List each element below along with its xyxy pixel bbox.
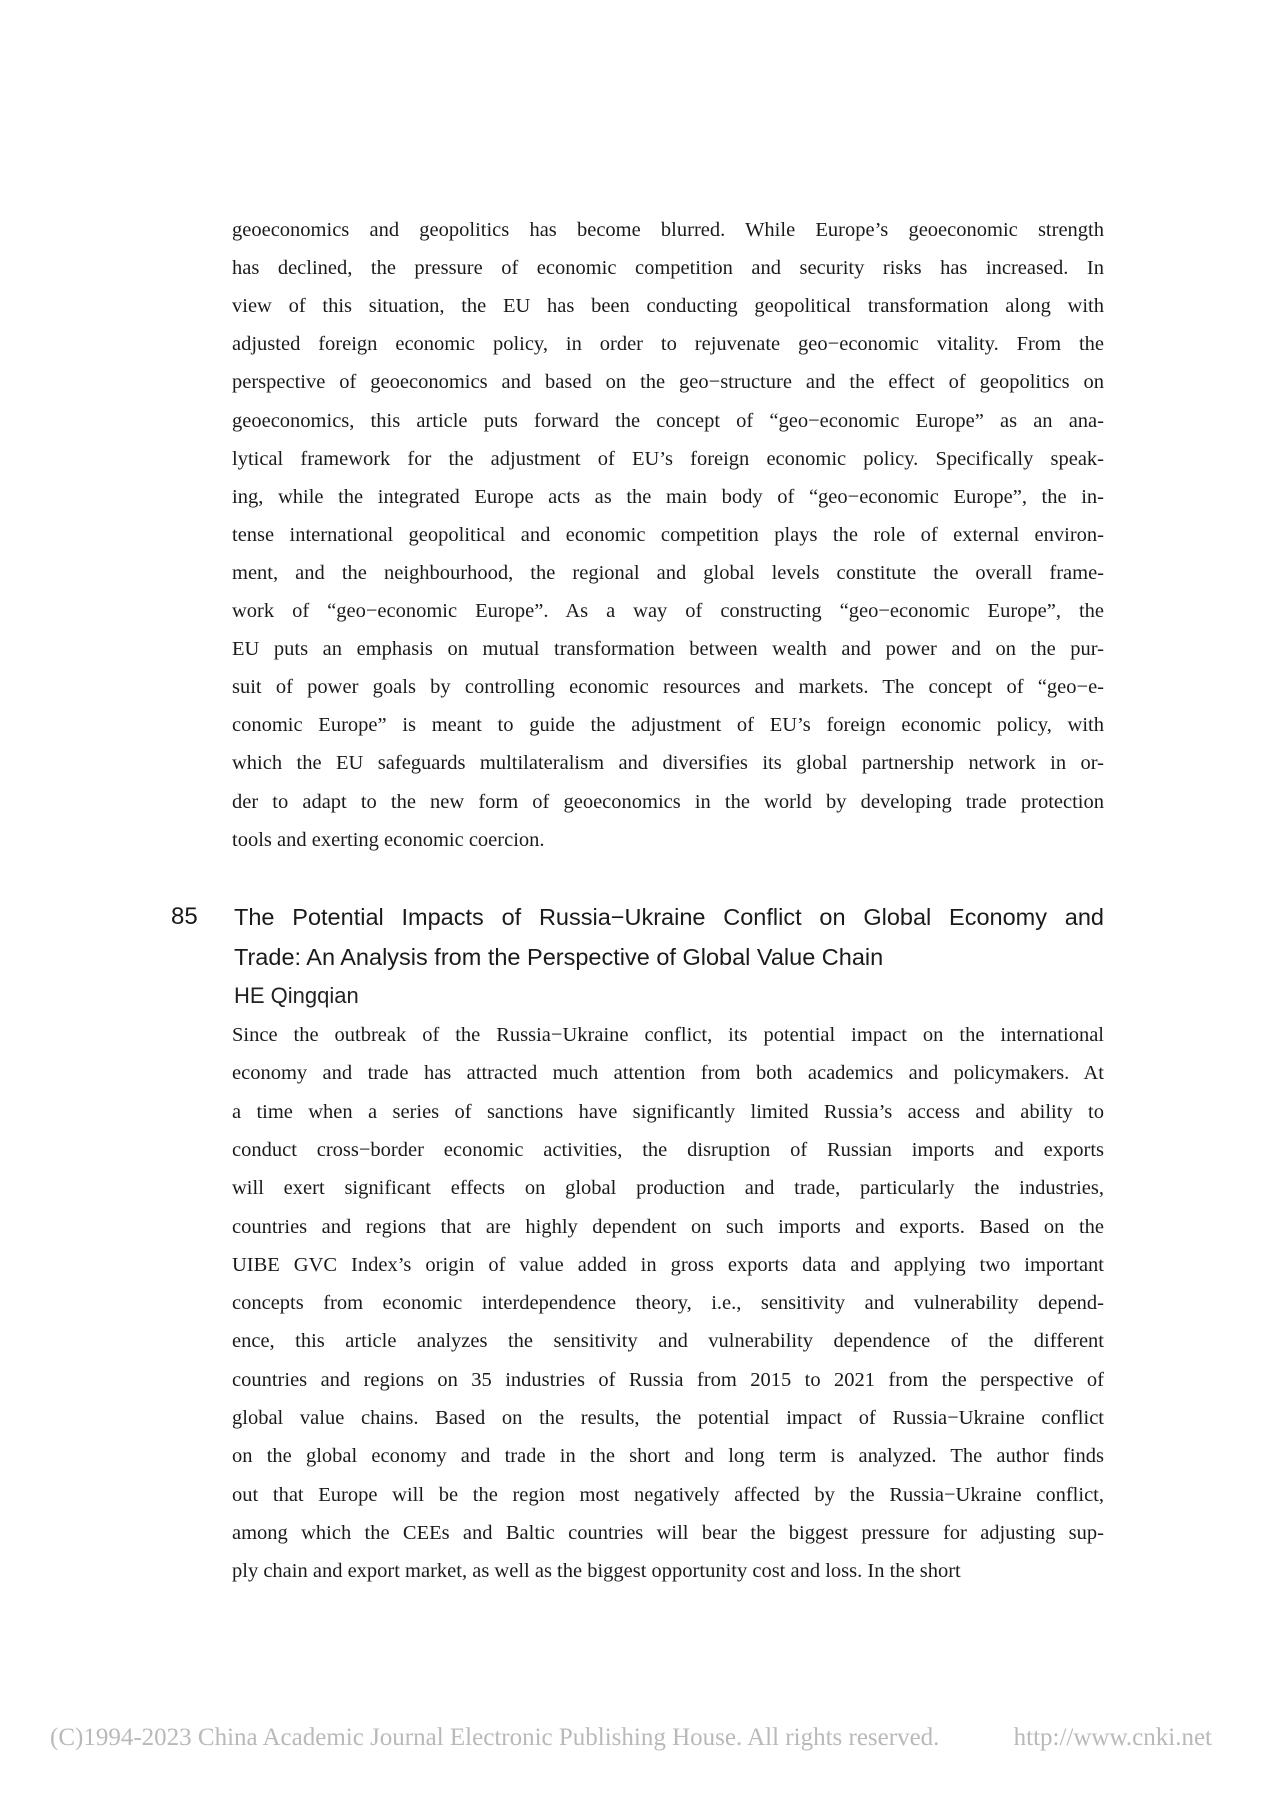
article-title-line-2: Trade: An Analysis from the Perspective of Global Value Chain — [234, 944, 884, 970]
abstract-line: among which the CEEs and Baltic countries will bear the biggest pressure for adjusting sup- — [232, 1521, 1104, 1544]
previous-abstract-line: perspective of geoeconomics and based on the geo−structure and the effect of geopolitics on — [232, 371, 1104, 394]
previous-abstract-line: geoeconomics, this article puts forward the concept of “geo−economic Europe” as an ana- — [232, 409, 1104, 432]
previous-abstract-line: EU puts an emphasis on mutual transformation between wealth and power and on the pur- — [232, 638, 1104, 661]
abstract-line: a time when a series of sanctions have significantly limited Russia’s access and ability to — [232, 1100, 1104, 1123]
abstract-line: conduct cross−border economic activities, the disruption of Russian imports and exports — [232, 1138, 1104, 1161]
previous-abstract-line: conomic Europe” is meant to guide the adjustment of EU’s foreign economic policy, with — [232, 714, 1104, 737]
article-author: HE Qingqian — [234, 983, 359, 1008]
article-title-line-1: The Potential Impacts of Russia−Ukraine Conflict on Global Economy and — [234, 904, 1104, 930]
abstract-line: countries and regions that are highly dependent on such imports and exports. Based on the — [232, 1215, 1104, 1238]
abstract-line: countries and regions on 35 industries of Russia from 2015 to 2021 from the perspective of — [232, 1368, 1104, 1391]
abstract-line: economy and trade has attracted much attention from both academics and policymakers. At — [232, 1062, 1104, 1085]
abstract-line: will exert significant effects on global production and trade, particularly the industries, — [232, 1177, 1104, 1200]
previous-abstract-line: lytical framework for the adjustment of EU’s foreign economic policy. Specifically speak- — [232, 447, 1104, 470]
abstract-line: Since the outbreak of the Russia−Ukraine conflict, its potential impact on the international — [232, 1024, 1104, 1046]
previous-abstract-line: geoeconomics and geopolitics has become blurred. While Europe’s geoeconomic strength — [232, 219, 1104, 241]
previous-abstract-line: ment, and the neighbourhood, the regional and global levels constitute the overall frame- — [232, 561, 1104, 584]
copyright-notice: (C)1994-2023 China Academic Journal Electronic Publishing House. All rights reserved. — [50, 1724, 940, 1751]
abstract-line: ply chain and export market, as well as the biggest opportunity cost and loss. In the short — [232, 1560, 961, 1583]
previous-abstract-line: der to adapt to the new form of geoeconomics in the world by developing trade protection — [232, 790, 1104, 813]
previous-abstract-line: ing, while the integrated Europe acts as the main body of “geo−economic Europe”, the in- — [232, 485, 1104, 508]
abstract-line: global value chains. Based on the results, the potential impact of Russia−Ukraine conflict — [232, 1407, 1104, 1429]
abstract-line: UIBE GVC Index’s origin of value added in gross exports data and applying two important — [232, 1253, 1104, 1276]
abstract-line: ence, this article analyzes the sensitivity and vulnerability dependence of the different — [232, 1330, 1104, 1353]
previous-abstract-line: work of “geo−economic Europe”. As a way of constructing “geo−economic Europe”, the — [232, 600, 1104, 622]
cnki-url: http://www.cnki.net — [1013, 1724, 1212, 1751]
page-footer — [50, 1722, 1212, 1754]
abstract-line: concepts from economic interdependence theory, i.e., sensitivity and vulnerability depend- — [232, 1292, 1104, 1315]
previous-abstract-line: tense international geopolitical and economic competition plays the role of external environ- — [232, 523, 1104, 546]
previous-abstract-line: view of this situation, the EU has been conducting geopolitical transformation along with — [232, 295, 1104, 318]
article-number: 85 — [171, 903, 198, 930]
abstract-line: on the global economy and trade in the short and long term is analyzed. The author finds — [232, 1445, 1104, 1468]
previous-abstract-line: has declined, the pressure of economic competition and security risks has increased. In — [232, 257, 1104, 280]
previous-abstract-line: suit of power goals by controlling economic resources and markets. The concept of “geo−e- — [232, 676, 1104, 699]
previous-abstract-line: adjusted foreign economic policy, in order to rejuvenate geo−economic vitality. From the — [232, 333, 1104, 356]
previous-abstract-line: tools and exerting economic coercion. — [232, 828, 545, 851]
abstract-line: out that Europe will be the region most negatively affected by the Russia−Ukraine conflict, — [232, 1483, 1104, 1506]
previous-abstract-line: which the EU safeguards multilateralism and diversifies its global partnership network in or- — [232, 752, 1104, 775]
